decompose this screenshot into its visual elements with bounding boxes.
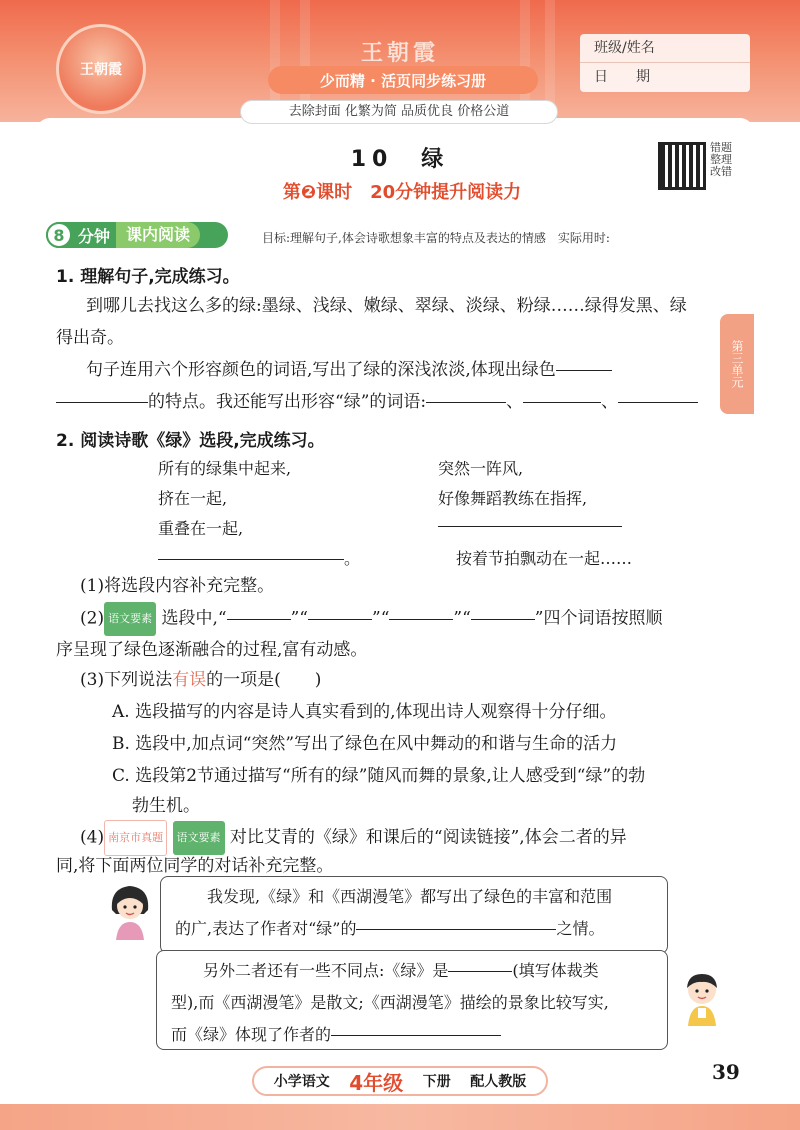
q2-sub2-blank-4[interactable] — [471, 619, 535, 620]
q2-sub2-blank-3[interactable] — [389, 619, 453, 620]
section-goal: 目标:理解句子,体会诗歌想象丰富的特点及表达的情感 实际用时: — [262, 231, 610, 245]
girl-avatar-icon — [104, 880, 156, 940]
qr-label: 错题整理改错 — [710, 141, 732, 178]
poem-right-blank[interactable] — [438, 526, 622, 527]
q1-quote-line2: 得出奇。 — [56, 328, 124, 348]
poem-right-line2: 好像舞蹈教练在指挥, — [438, 489, 588, 508]
q1-title: 1. 理解句子,完成练习。 — [56, 267, 240, 287]
bubble2-blank-1[interactable] — [448, 971, 512, 972]
qr-code-icon[interactable] — [658, 142, 706, 190]
section-header — [46, 222, 228, 248]
q1-quote-line1: 到哪儿去找这么多的绿:墨绿、浅绿、嫩绿、翠绿、淡绿、粉绿……绿得发黑、绿 — [86, 296, 687, 316]
logo-text: 王朝霞 — [80, 62, 122, 78]
class-name-field[interactable]: 班级/姓名 — [580, 34, 750, 63]
q2-sub1: (1)将选段内容补充完整。 — [80, 576, 275, 596]
q1-answer-blank-1b[interactable] — [56, 402, 148, 403]
q2-sub2-tag: 语文要素 — [104, 602, 156, 636]
poem-left-blank[interactable] — [158, 559, 344, 560]
q2-sub3-text-b: 的一项是( ) — [206, 670, 322, 690]
poem-right-line4: 按着节拍飘动在一起…… — [456, 549, 633, 568]
poem-left-line4 — [158, 546, 360, 569]
lesson-title: 10 绿 — [350, 147, 450, 172]
bubble2-line1-text: 另外二者还有一些不同点:《绿》是 — [203, 961, 449, 980]
student-info-box — [580, 34, 750, 92]
q2-sub2-quote-1: ”“ — [290, 608, 308, 629]
q1-text-line2-text: 的特点。我还能写出形容“绿”的词语: — [148, 392, 427, 412]
option-a[interactable]: A. 选段描写的内容是诗人真实看到的,体现出诗人观察得十分仔细。 — [112, 702, 617, 722]
bubble1-line1: 我发现,《绿》和《西湖漫笔》都写出了绿色的丰富和范围 — [207, 887, 613, 906]
page-number: 39 — [712, 1060, 740, 1084]
q2-sub3 — [80, 664, 321, 696]
q1-sep-2: 、 — [601, 392, 619, 412]
bubble2-line3-text: 而《绿》体现了作者的 — [171, 1025, 332, 1044]
q2-sub4-text: 对比艾青的《绿》和课后的“阅读链接”,体会二者的异 — [229, 827, 627, 848]
boy-avatar-icon — [676, 966, 728, 1026]
q2-sub4-tag: 语文要素 — [173, 821, 225, 855]
q2-sub2-text: 选段中,“ — [161, 608, 227, 629]
q1-sep-1: 、 — [506, 392, 524, 412]
q1-text-line1-text: 句子连用六个形容颜色的词语,写出了绿的深浅浓淡,体现出绿色 — [86, 360, 556, 380]
q2-sub2-quote-3: ”“ — [453, 608, 471, 629]
bubble2-line1-end: (填写体裁类 — [512, 961, 599, 980]
poem-right-line1: 突然一阵风, — [438, 459, 524, 478]
q2-title: 2. 阅读诗歌《绿》选段,完成练习。 — [56, 431, 325, 451]
bubble2-blank-2[interactable] — [331, 1035, 501, 1036]
dialog-bubble-1 — [160, 876, 668, 954]
brand-subtitle: 少而精 · 活页同步练习册 — [268, 66, 538, 94]
option-b[interactable]: B. 选段中,加点词“突然”写出了绿色在风中舞动的和谐与生命的活力 — [112, 734, 618, 754]
q1-answer-blank-1[interactable] — [556, 370, 612, 371]
option-c-line2: 勃生机。 — [132, 796, 200, 816]
poem-left-line1: 所有的绿集中起来, — [158, 459, 292, 478]
footer-edition: 配人教版 — [470, 1074, 527, 1090]
poem-left-line3: 重叠在一起, — [158, 519, 244, 538]
dialog-bubble-2 — [156, 950, 668, 1050]
bubble2-line1 — [171, 955, 653, 987]
q2-sub3-text-a: (3)下列说法 — [80, 670, 173, 690]
bubble2-line3 — [171, 1019, 653, 1051]
q2-sub2-line2: 序呈现了绿色逐渐融合的过程,富有动感。 — [56, 640, 368, 660]
bubble1-line2-end: 之情。 — [556, 919, 605, 938]
section-minutes-label: 分钟 — [78, 226, 111, 246]
lesson-subtitle: 第❷课时 20分钟提升阅读力 — [282, 182, 522, 203]
bubble1-line2 — [175, 913, 653, 945]
brand-logo — [56, 24, 146, 114]
q1-text-line1 — [86, 354, 612, 386]
section-name: 课内阅读 — [116, 222, 200, 248]
brand-title: 王朝霞 — [360, 41, 439, 66]
q1-text-line2 — [56, 386, 698, 418]
q1-word-blank-3[interactable] — [618, 402, 698, 403]
bubble2-line2: 型),而《西湖漫笔》是散文;《西湖漫笔》描绘的景象比较写实, — [171, 993, 609, 1012]
q1-word-blank-1[interactable] — [426, 402, 506, 403]
bubble1-blank[interactable] — [356, 929, 556, 930]
date-field[interactable]: 日 期 — [594, 69, 650, 85]
q2-sub2-prefix: (2) — [80, 608, 105, 629]
poem-left-line2: 挤在一起, — [158, 489, 228, 508]
footer-volume: 下册 — [422, 1074, 451, 1090]
q2-sub4-line2: 同,将下面两位同学的对话补充完整。 — [56, 856, 334, 876]
unit-side-tab: 第三单元 — [720, 314, 754, 414]
option-c[interactable]: C. 选段第2节通过描写“所有的绿”随风而舞的景象,让人感受到“绿”的勃 — [112, 766, 646, 786]
q2-sub3-wrong: 有误 — [172, 670, 207, 690]
footer-book-info — [252, 1066, 548, 1096]
q2-sub2-end: ”四个词语按照顺 — [534, 608, 663, 629]
footer-band — [0, 1104, 800, 1130]
poem-right-line3 — [438, 516, 622, 535]
footer-grade: 4年级 — [349, 1070, 404, 1095]
q2-sub4-tag-exam: 南京市真题 — [104, 820, 167, 856]
q2-sub2 — [80, 602, 662, 636]
q2-sub2-quote-2: ”“ — [372, 608, 390, 629]
bubble1-line2-text: 的广,表达了作者对“绿”的 — [175, 919, 357, 938]
section-minutes-number: 8 — [46, 222, 72, 248]
q1-word-blank-2[interactable] — [523, 402, 601, 403]
q2-sub2-blank-1[interactable] — [227, 619, 291, 620]
poem-left-end: 。 — [344, 549, 361, 568]
q2-sub2-blank-2[interactable] — [308, 619, 372, 620]
footer-subject: 小学语文 — [273, 1074, 330, 1090]
slogan: 去除封面 化繁为简 品质优良 价格公道 — [240, 100, 558, 124]
q2-sub4-prefix: (4) — [80, 827, 105, 848]
